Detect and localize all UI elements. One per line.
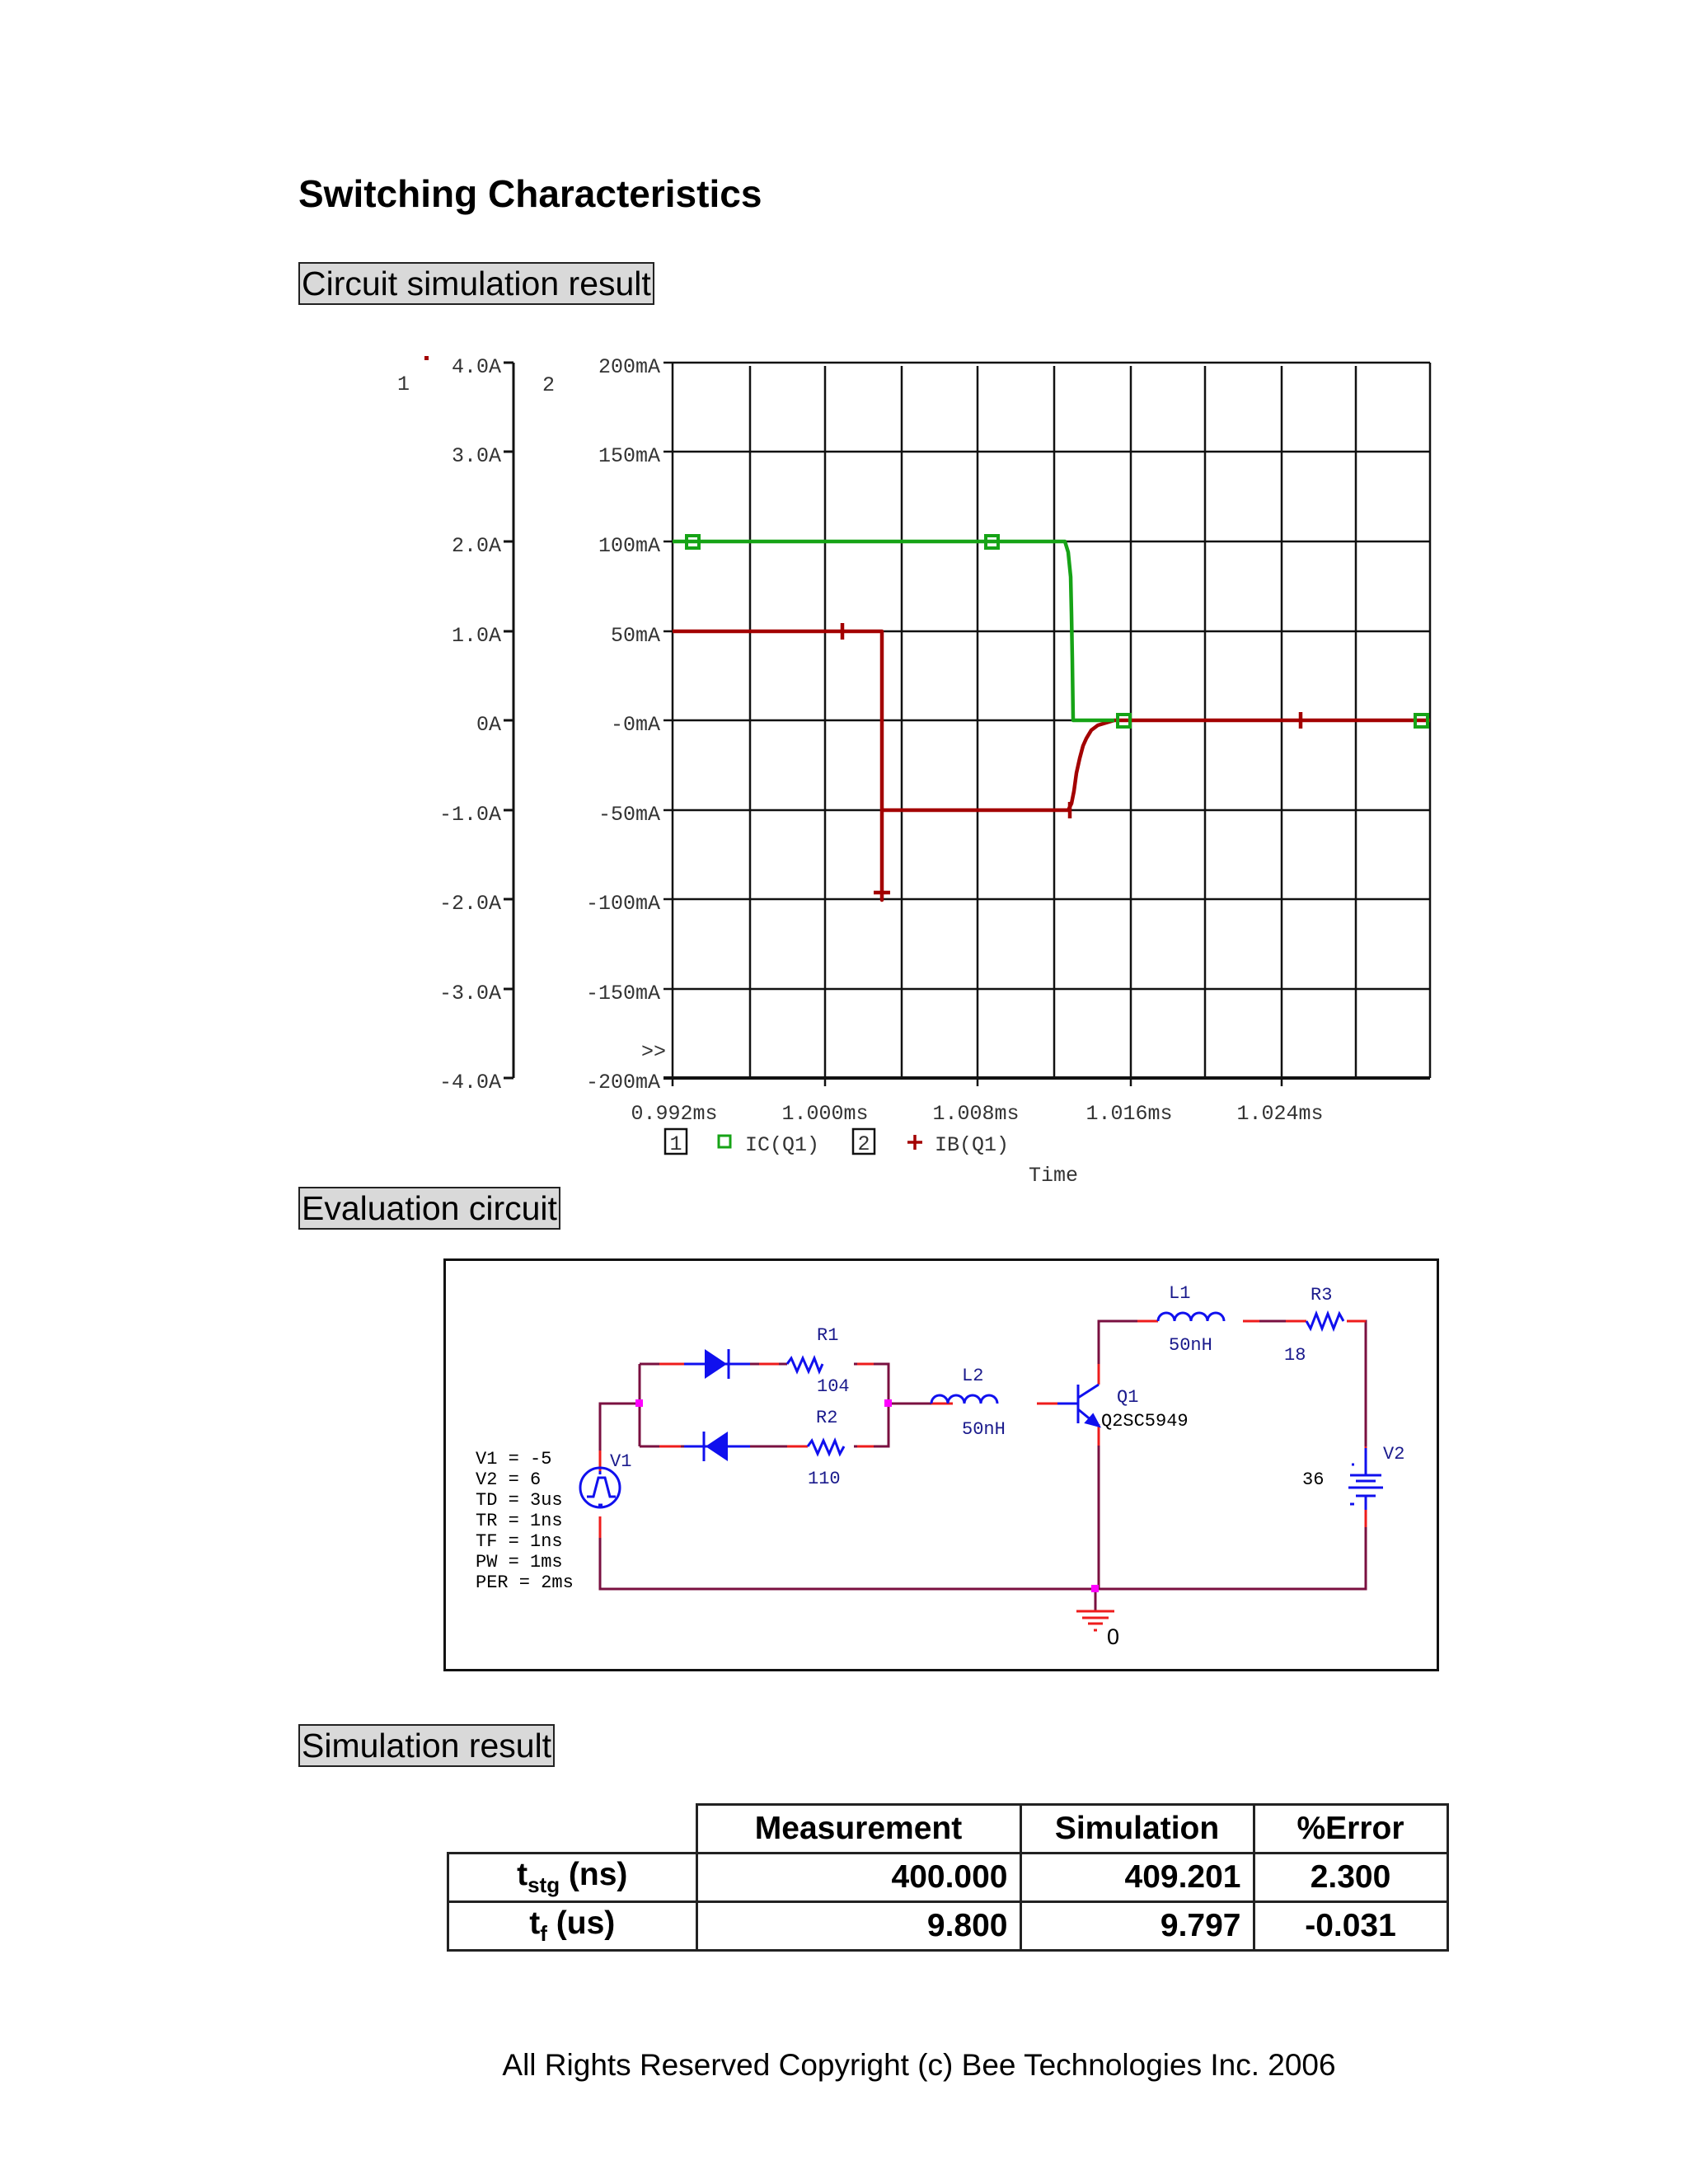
r3-ref-label: R3 (1311, 1285, 1333, 1305)
inductor-l1-icon (1158, 1313, 1224, 1321)
svg-text:150mA: 150mA (598, 444, 660, 468)
resistor-r1-icon (787, 1358, 823, 1371)
legend-ic-label: IC(Q1) (745, 1133, 820, 1157)
svg-text:2.0A: 2.0A (451, 534, 501, 558)
simulation-results-table (447, 1803, 1449, 1952)
r3-value-label: 18 (1284, 1345, 1306, 1366)
table-row (448, 1854, 1448, 1902)
r1-value-label: 104 (817, 1376, 850, 1397)
v1-ref-label: V1 (610, 1451, 632, 1472)
svg-text:1.0A: 1.0A (451, 624, 501, 648)
cell-error: 2.300 (1254, 1854, 1447, 1902)
svg-text:0.992ms: 0.992ms (631, 1102, 718, 1126)
legend-ib-label: IB(Q1) (935, 1133, 1010, 1157)
table-header-measurement: Measurement (696, 1805, 1020, 1854)
svg-text:PW = 1ms: PW = 1ms (476, 1552, 563, 1572)
svg-text:-1.0A: -1.0A (438, 803, 501, 827)
r1-ref-label: R1 (817, 1325, 839, 1346)
svg-text:TR = 1ns: TR = 1ns (476, 1511, 563, 1531)
axis2-id: 2 (542, 373, 556, 397)
svg-text:-150mA: -150mA (585, 982, 660, 1005)
ground-node-label: 0 (1107, 1624, 1120, 1649)
x-axis-label: Time (1028, 1164, 1079, 1188)
r2-value-label: 110 (808, 1469, 841, 1489)
svg-text:-200mA: -200mA (585, 1071, 660, 1094)
svg-text:4.0A: 4.0A (451, 355, 501, 379)
v2-value-label: 36 (1302, 1469, 1325, 1490)
svg-text:1.024ms: 1.024ms (1236, 1102, 1324, 1126)
pulse-source-params (476, 1449, 574, 1593)
cell-measurement: 9.800 (696, 1902, 1020, 1951)
cell-simulation: 409.201 (1020, 1854, 1254, 1902)
svg-text:V1 = -5: V1 = -5 (476, 1449, 552, 1469)
svg-text:-3.0A: -3.0A (438, 982, 501, 1005)
diode-lower-icon (684, 1432, 750, 1461)
svg-text:TF = 1ns: TF = 1ns (476, 1531, 563, 1552)
svg-text:3.0A: 3.0A (451, 444, 501, 468)
svg-text:PER = 2ms: PER = 2ms (476, 1572, 574, 1593)
v2-ref-label: V2 (1383, 1444, 1405, 1465)
svg-text:-100mA: -100mA (585, 892, 660, 916)
axis1-id: 1 (397, 373, 410, 396)
row-param-tstg: $t_{stg}$ (ns) (448, 1854, 697, 1902)
svg-text:-4.0A: -4.0A (438, 1071, 501, 1094)
resistor-r3-icon (1306, 1314, 1343, 1329)
section-label-simulation-result: Simulation result (298, 1724, 555, 1767)
svg-text:V2 = 6: V2 = 6 (476, 1469, 542, 1490)
svg-text:200mA: 200mA (598, 355, 660, 379)
junction-dots (635, 1399, 1099, 1592)
svg-text:1.016ms: 1.016ms (1085, 1102, 1173, 1126)
cell-simulation: 9.797 (1020, 1902, 1254, 1951)
svg-text:1: 1 (669, 1132, 682, 1156)
table-row (448, 1902, 1448, 1951)
row-param-tf: $t_f$ (us) (448, 1902, 697, 1951)
table-header-error: %Error (1254, 1805, 1447, 1854)
resistor-r2-icon (808, 1441, 844, 1454)
svg-text:-2.0A: -2.0A (438, 892, 501, 916)
diode-upper-icon (684, 1349, 750, 1379)
table-header-simulation: Simulation (1020, 1805, 1254, 1854)
copyright-footer: All Rights Reserved Copyright (c) Bee Technologies Inc. 2006 (502, 2048, 1336, 2082)
cell-measurement: 400.000 (696, 1854, 1020, 1902)
svg-text:-0mA: -0mA (610, 713, 660, 737)
pulse-source-v1-icon (580, 1468, 620, 1507)
dc-source-v2-icon (1348, 1448, 1383, 1510)
overflow-marker: >> (640, 1040, 666, 1064)
svg-text:0A: 0A (476, 713, 501, 737)
l2-ref-label: L2 (962, 1366, 984, 1386)
l1-ref-label: L1 (1169, 1283, 1191, 1304)
svg-text:TD = 3us: TD = 3us (476, 1490, 563, 1511)
svg-text:2: 2 (857, 1132, 870, 1156)
section-label-evaluation-circuit: Evaluation circuit (298, 1187, 560, 1230)
npn-transistor-q1-icon (1057, 1385, 1099, 1426)
svg-text:100mA: 100mA (598, 534, 660, 558)
svg-text:1.000ms: 1.000ms (781, 1102, 869, 1126)
r2-ref-label: R2 (816, 1408, 838, 1428)
svg-text:50mA: 50mA (610, 624, 660, 648)
svg-text:1.008ms: 1.008ms (932, 1102, 1020, 1126)
table-header-blank (448, 1805, 697, 1854)
cell-error: -0.031 (1254, 1902, 1447, 1951)
l1-value-label: 50nH (1169, 1335, 1212, 1356)
q1-ref-label: Q1 (1117, 1387, 1139, 1408)
svg-text:-50mA: -50mA (598, 803, 660, 827)
table-header-row (448, 1805, 1448, 1854)
l2-value-label: 50nH (962, 1419, 1006, 1440)
section-label-circuit-simulation-result: Circuit simulation result (298, 262, 654, 305)
q1-model-label: Q2SC5949 (1101, 1411, 1189, 1432)
page-title: Switching Characteristics (298, 172, 762, 215)
